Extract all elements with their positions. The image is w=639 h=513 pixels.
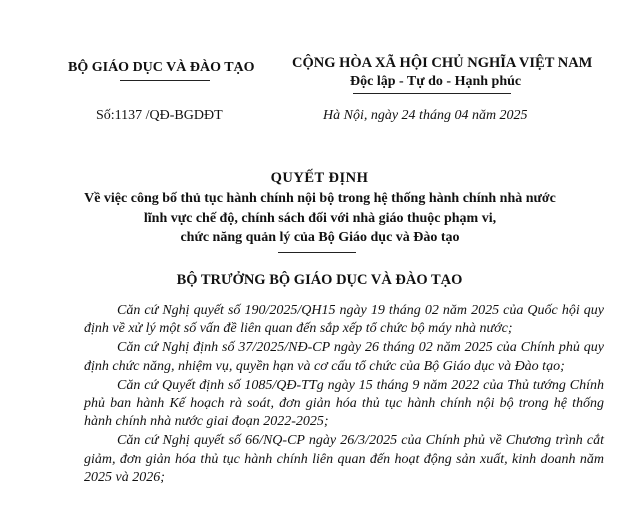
document-subject — [70, 189, 570, 248]
document-title: QUYẾT ĐỊNH — [270, 170, 369, 186]
document-number: Số:1137 /QĐ-BGDĐT — [96, 108, 223, 123]
legal-basis-paragraph: Căn cứ Nghị quyết số 190/2025/QH15 ngày 19 tháng 02 năm 2025 của Quốc hội quy định về xử lý một số vấn đề liên quan đến sắp xếp tổ chức bộ máy nhà nước; — [84, 303, 604, 337]
subject-line-1: Về việc công bố thủ tục hành chính nội bộ trong hệ thống hành chính nhà nước — [84, 191, 556, 206]
national-motto: Độc lập - Tự do - Hạnh phúc — [350, 74, 522, 89]
legal-basis-paragraph: Căn cứ Quyết định số 1085/QĐ-TTg ngày 15 tháng 9 năm 2022 của Thủ tướng Chính phủ ban hành Kế hoạch rà soát, đơn giản hóa thủ tục hành chính nội bộ trong hệ thống hành chính nhà nước giai đoạn 2022-2025; — [84, 377, 604, 430]
ministry-name: BỘ GIÁO DỤC VÀ ĐÀO TẠO — [68, 60, 255, 75]
legal-basis-paragraph: Căn cứ Nghị quyết số 66/NQ-CP ngày 26/3/2025 của Chính phủ về Chương trình cắt giảm, đơn giản hóa thủ tục hành chính liên quan đến hoạt động sản xuất, kinh doanh năm 2025 và 2026; — [84, 433, 604, 485]
subject-underline — [278, 252, 356, 253]
motto-underline — [353, 93, 511, 94]
issuing-authority: BỘ TRƯỞNG BỘ GIÁO DỤC VÀ ĐÀO TẠO — [176, 272, 463, 288]
legal-basis — [84, 302, 604, 488]
country-name: CỘNG HÒA XÃ HỘI CHỦ NGHĨA VIỆT NAM — [292, 55, 593, 71]
ministry-underline — [120, 80, 210, 81]
legal-basis-paragraph: Căn cứ Nghị định số 37/2025/NĐ-CP ngày 26 tháng 02 năm 2025 của Chính phủ quy định chức năng, nhiệm vụ, quyền hạn và cơ cấu tổ chức của Bộ Giáo dục và Đào tạo; — [84, 340, 604, 374]
subject-line-3: chức năng quản lý của Bộ Giáo dục và Đào tạo — [180, 230, 460, 245]
subject-line-2: lĩnh vực chế độ, chính sách đối với nhà giáo thuộc phạm vi, — [143, 210, 497, 226]
place-and-date: Hà Nội, ngày 24 tháng 04 năm 2025 — [323, 108, 528, 123]
